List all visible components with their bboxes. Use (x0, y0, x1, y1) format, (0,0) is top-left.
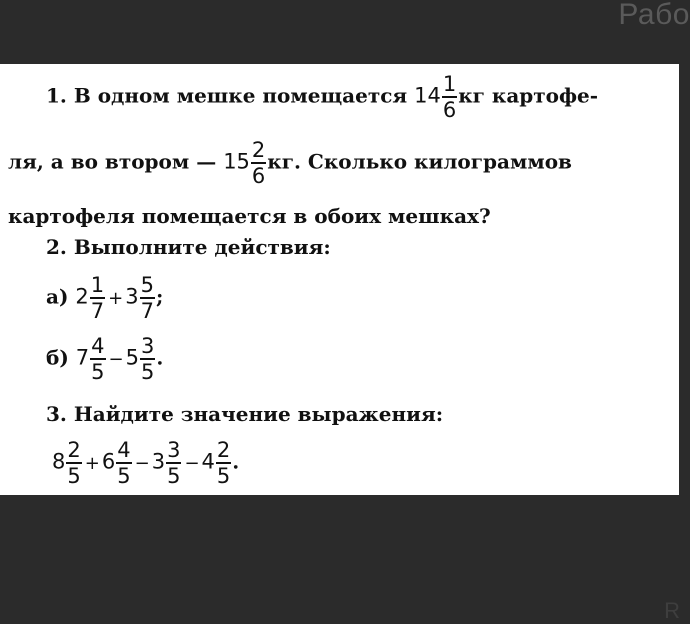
problem-1-text: ля, а во втором — (8, 149, 224, 174)
header-text: Рабо (618, 0, 690, 31)
mixed-number-whole: 3 (125, 284, 139, 309)
fraction-numerator: 3 (141, 334, 155, 358)
problem-2-item-b (46, 334, 163, 384)
mixed-number-whole: 8 (52, 449, 66, 474)
fraction-denominator: 5 (117, 464, 131, 488)
fraction (251, 138, 266, 188)
problem-2-item-a (46, 273, 163, 323)
plus-operator: + (108, 287, 124, 309)
fraction (116, 438, 131, 488)
fraction-denominator: 5 (67, 464, 81, 488)
mixed-number-whole: 7 (75, 345, 90, 370)
problem-3-title: 3. Найдите значение выражения: (46, 402, 444, 426)
mixed-number-whole: 15 (223, 149, 250, 174)
fraction (140, 334, 155, 384)
problem-1-line-1 (46, 72, 598, 122)
mixed-number-whole: 14 (414, 83, 441, 108)
item-label: а) (46, 284, 69, 309)
item-label: б) (46, 345, 69, 370)
fraction (166, 438, 181, 488)
fraction-denominator: 7 (140, 299, 154, 323)
problem-3-expression (52, 438, 239, 488)
fraction (90, 334, 105, 384)
fraction-numerator: 2 (216, 438, 231, 462)
fraction-numerator: 5 (140, 273, 154, 297)
fraction-denominator: 5 (216, 464, 231, 488)
fraction-denominator: 5 (167, 464, 181, 488)
minus-operator: − (134, 452, 150, 474)
fraction-denominator: 6 (442, 98, 457, 122)
fraction (140, 273, 155, 323)
problem-1-line-3: картофеля помещается в обоих мешках? (8, 204, 491, 228)
fraction (90, 273, 105, 323)
punctuation: . (232, 449, 240, 474)
fraction-denominator: 7 (90, 299, 105, 323)
problem-1-text: 1. В одном мешке помещается (46, 83, 415, 108)
fraction-numerator: 3 (167, 438, 181, 462)
problem-1-text: кг картофе- (458, 83, 599, 108)
problem-2-title: 2. Выполните действия: (46, 235, 331, 259)
fraction-denominator: 5 (91, 360, 105, 384)
problem-1-text: кг. Сколько килограммов (267, 149, 572, 174)
fraction-numerator: 2 (251, 138, 266, 162)
fraction-numerator: 4 (91, 334, 105, 358)
textbook-page (0, 64, 679, 495)
footer-text: R (664, 598, 680, 623)
fraction-denominator: 6 (251, 164, 266, 188)
mixed-number-whole: 4 (201, 449, 215, 474)
punctuation: . (156, 345, 164, 370)
fraction (216, 438, 231, 488)
fraction-numerator: 4 (117, 438, 131, 462)
mixed-number-whole: 5 (125, 345, 139, 370)
mixed-number-whole: 2 (75, 284, 89, 309)
fraction (442, 72, 457, 122)
fraction-numerator: 1 (442, 72, 457, 96)
problem-1-line-2 (8, 138, 572, 188)
minus-operator: − (184, 452, 200, 474)
fraction-denominator: 5 (141, 360, 155, 384)
fraction-numerator: 2 (67, 438, 81, 462)
mixed-number-whole: 6 (101, 449, 116, 474)
plus-operator: + (84, 452, 100, 474)
fraction-numerator: 1 (90, 273, 105, 297)
fraction (66, 438, 81, 488)
mixed-number-whole: 3 (151, 449, 166, 474)
minus-operator: − (108, 348, 124, 370)
punctuation: ; (155, 284, 164, 309)
